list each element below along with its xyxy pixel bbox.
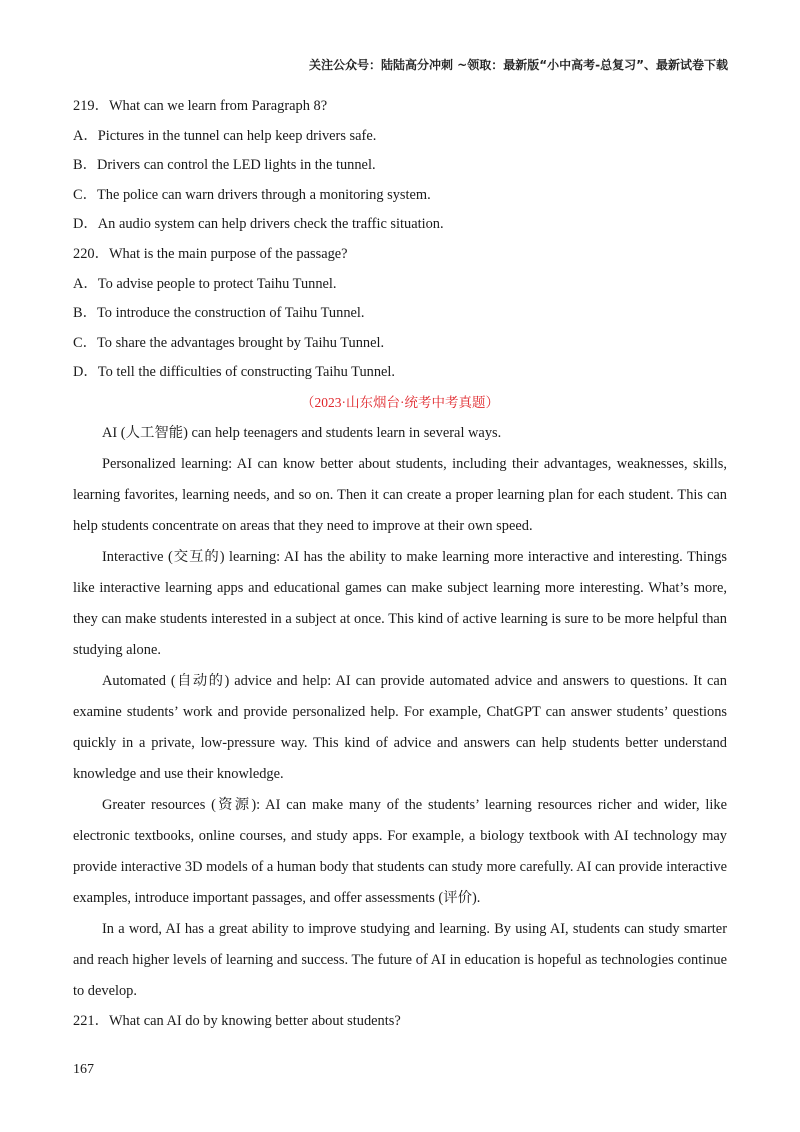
question-219-stem: 219．What can we learn from Paragraph 8? <box>73 98 328 114</box>
question-219-option-b: B．Drivers can control the LED lights in the tunnel. <box>73 157 376 174</box>
question-220-stem: 220．What is the main purpose of the passage? <box>73 245 348 262</box>
question-219-option-a: A．Pictures in the tunnel can help keep drivers safe. <box>73 127 377 144</box>
passage-source: （2023·山东烟台·统考中考真题） <box>301 394 499 410</box>
question-219-option-d: D．An audio system can help drivers check the traffic situation. <box>73 216 444 233</box>
question-219-option-c: C．The police can warn drivers through a monitoring system. <box>73 186 431 203</box>
passage-paragraph-3: Automated (自动的) advice and help: AI can provide automated advice and answers to questions. It can examine students’ work and provide personalized help. For example, ChatGPT can answer students’ questions quickly in a private, low-pressure way. This kind of advice and answers can help students better understand knowledge and use their knowledge. <box>73 672 727 782</box>
passage-paragraph-5: In a word, AI has a great ability to improve studying and learning. By using AI, students can study smarter and reach higher levels of learning and success. The future of AI in education is hopeful as technologies continue to develop. <box>73 920 727 999</box>
question-220-option-d: D．To tell the difficulties of constructing Taihu Tunnel. <box>73 364 396 381</box>
page-number: 167 <box>73 1062 94 1077</box>
question-220-option-b: B．To introduce the construction of Taihu Tunnel. <box>73 305 365 322</box>
page-header: 关注公众号：陆陆高分冲刺 ~领取：最新版“小中高考-总复习”、最新试卷下载 <box>309 58 728 72</box>
question-220-option-c: C．To share the advantages brought by Taihu Tunnel. <box>73 334 385 351</box>
question-221-stem: 221．What can AI do by knowing better about students? <box>73 1012 401 1029</box>
passage-paragraph-2: Interactive (交互的) learning: AI has the ability to make learning more interactive and interesting. Things like interactive learning apps and educational games can make subject learning more interesting. What’s more, they can make students interested in a subject at once. This kind of active learning is sure to be more helpful than studying alone. <box>73 548 727 658</box>
passage-paragraph-4: Greater resources (资源): AI can make many of the students’ learning resources richer and wider, like electronic textbooks, online courses, and study apps. For example, a biology textbook with AI technology may provide interactive 3D models of a human body that students can study more carefully. AI can provide interactive examples, introduce important passages, and offer assessments (评价). <box>73 796 727 906</box>
question-220-option-a: A．To advise people to protect Taihu Tunnel. <box>73 275 337 292</box>
passage-paragraph-1: Personalized learning: AI can know better about students, including their advantages, weaknesses, skills, learning favorites, learning needs, and so on. Then it can create a proper learning plan for each student. This can help students concentrate on areas that they need to improve at their own speed. <box>73 455 727 534</box>
page-content <box>73 92 727 1036</box>
passage-intro: AI (人工智能) can help teenagers and students learn in several ways. <box>102 424 502 441</box>
